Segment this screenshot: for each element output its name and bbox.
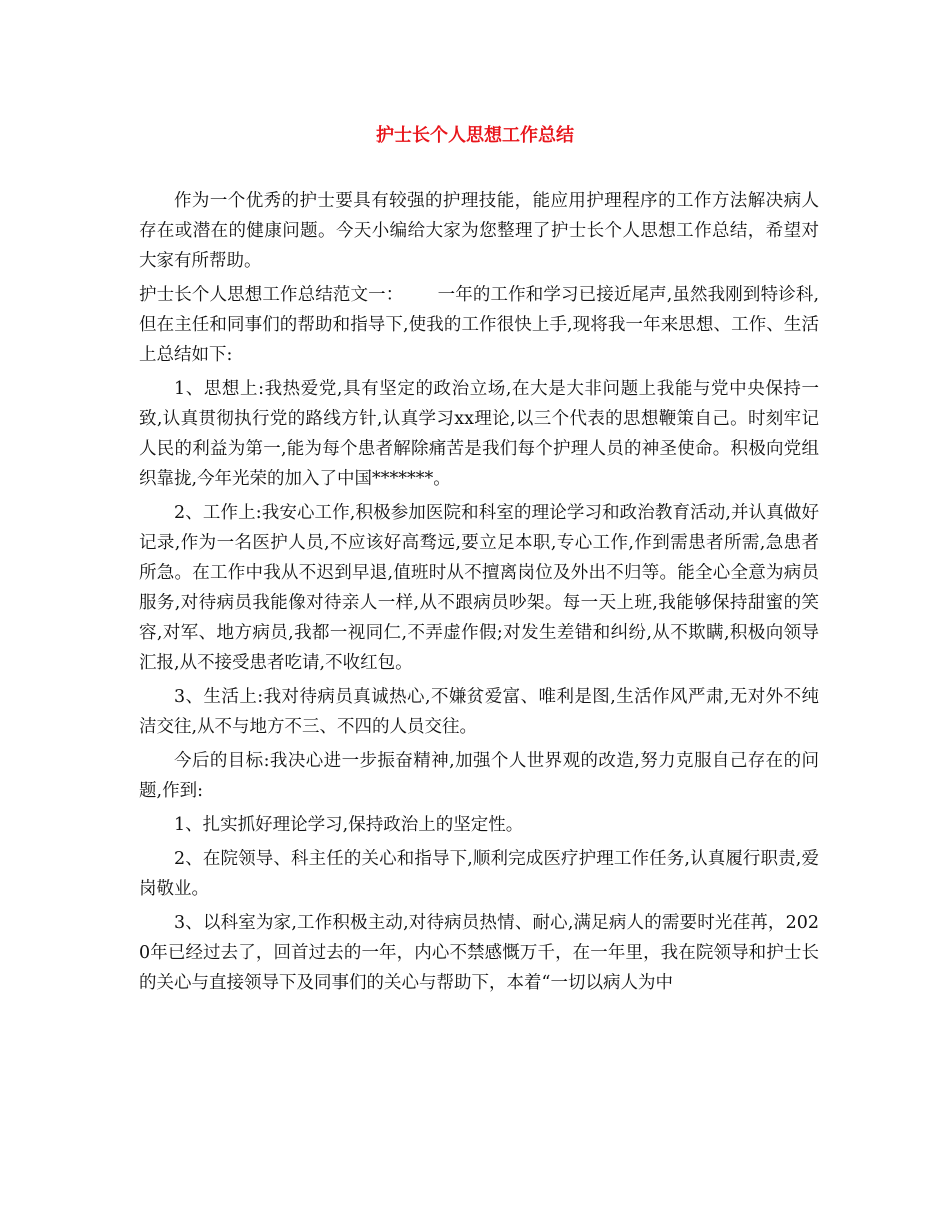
document-title: 护士长个人思想工作总结 [376,125,574,146]
goal-item-3: 3、以科室为家,工作积极主动,对待病员热情、耐心,满足病人的需要时光荏苒，2020年已经过去了，回首过去的一年，内心不禁感慨万千，在一年里，我在院领导和护士长的关心与直接领导下及同事们的关心与帮助下，本着“一切以病人为中 [139,913,819,993]
goal-item-1: 1、扎实抓好理论学习,保持政治上的坚定性。 [174,815,524,835]
paragraph-ideology: 1、思想上:我热爱党,具有坚定的政治立场,在大是大非问题上我能与党中央保持一致,认真贯彻执行党的路线方针,认真学习xx理论,以三个代表的思想鞭策自己。时刻牢记人民的利益为第一,能为每个患者解除痛苦是我们每个护理人员的神圣使命。积极向党组织靠拢,今年光荣的加入了中国*******。 [139,379,819,489]
goal-item-2: 2、在院领导、科主任的关心和指导下,顺利完成医疗护理工作任务,认真履行职责,爱岗敬业。 [139,849,819,899]
document-body [139,186,819,998]
paragraph-goals: 今后的目标:我决心进一步振奋精神,加强个人世界观的改造,努力克服自己存在的问题,作到: [139,751,819,801]
paragraph-work: 2、工作上:我安心工作,积极参加医院和科室的理论学习和政治教育活动,并认真做好记录,作为一名医护人员,不应该好高骛远,要立足本职,专心工作,作到需患者所需,急患者所急。在工作中我从不迟到早退,值班时从不擅离岗位及外出不归等。能全心全意为病员服务,对待病员我能像对待亲人一样,从不跟病员吵架。每一天上班,我能够保持甜蜜的笑容,对军、地方病员,我都一视同仁,不弄虚作假;对发生差错和纠纷,从不欺瞒,积极向领导汇报,从不接受患者吃请,不收红包。 [139,503,819,673]
sample-heading-paragraph [139,280,819,370]
intro-paragraph: 作为一个优秀的护士要具有较强的护理技能，能应用护理程序的工作方法解决病人存在或潜在的健康问题。今天小编给大家为您整理了护士长个人思想工作总结，希望对大家有所帮助。 [139,191,819,271]
sample-title: 护士长个人思想工作总结范文一： [139,285,404,305]
sample-opening: 一年的工作和学习已接近尾声,虽然我刚到特诊科,但在主任和同事们的帮助和指导下,使我的工作很快上手,现将我一年来思想、工作、生活上总结如下: [139,285,820,365]
paragraph-life: 3、生活上:我对待病员真诚热心,不嫌贫爱富、唯利是图,生活作风严肃,无对外不纯洁交往,从不与地方不三、不四的人员交往。 [139,687,819,737]
